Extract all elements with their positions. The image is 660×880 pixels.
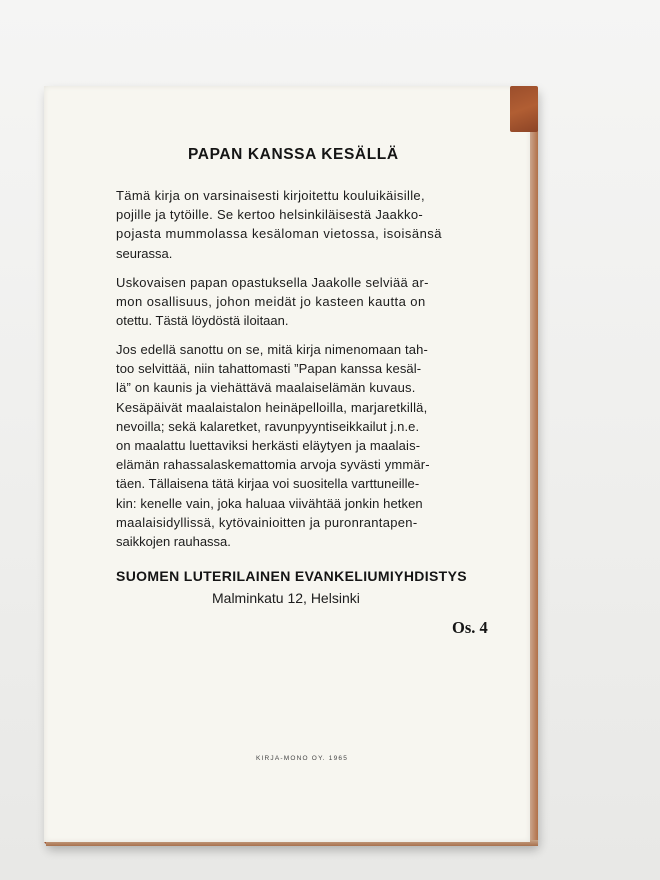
paragraph-line: Uskovaisen papan opastuksella Jaakolle selviää ar-	[116, 275, 429, 290]
paragraph-line: maalaisidyllissä, kytövainioitten ja puronrantapen-	[116, 514, 418, 530]
book-spine-edge	[530, 130, 538, 842]
paragraph-line: on maalattu luettaviksi herkästi eläytyen ja maalais-	[116, 438, 421, 454]
publisher-address: Malminkatu 12, Helsinki	[212, 590, 360, 606]
paragraph-2	[116, 273, 516, 331]
paragraph-line: pojasta mummolassa kesäloman vietossa, isoisänsä	[116, 226, 443, 242]
paragraph-line: Kesäpäivät maalaistalon heinäpelloilla, marjaretkillä,	[116, 399, 428, 415]
paragraph-1	[116, 186, 516, 263]
paragraph-line: Tämä kirja on varsinaisesti kirjoitettu kouluikäisille,	[116, 188, 425, 203]
paragraph-line: mon osallisuus, johon meidät jo kasteen kautta on	[116, 294, 426, 310]
paragraph-line: otettu. Tästä löydöstä iloitaan.	[116, 313, 289, 329]
paragraph-line: lä” on kaunis ja viehättävä maalaiselämän kuvaus.	[116, 380, 416, 396]
paragraph-line: täen. Tällaisena tätä kirjaa voi suositella varttuneille-	[116, 476, 420, 492]
paragraph-line: saikkojen rauhassa.	[116, 534, 231, 550]
paragraph-line: elämän rahassalaskemattomia arvoja syvästi ymmär-	[116, 457, 430, 473]
publisher-name: SUOMEN LUTERILAINEN EVANKELIUMIYHDISTYS	[116, 568, 467, 584]
paragraph-3	[116, 340, 516, 551]
printer-imprint: KIRJA-MONO OY. 1965	[256, 755, 349, 762]
paragraph-line: nevoilla; sekä kalaretket, ravunpyyntiseikkailut j.n.e.	[116, 418, 420, 434]
paragraph-line: kin: kenelle vain, joka haluaa viivähtää jonkin hetken	[116, 495, 423, 511]
paragraph-line: too selvittää, niin tahattomasti ”Papan kanssa kesäl-	[116, 361, 422, 377]
book-title: PAPAN KANSSA KESÄLLÄ	[188, 146, 399, 163]
paragraph-line: pojille ja tytöille. Se kertoo helsinkiläisestä Jaakko-	[116, 207, 423, 223]
series-number: Os. 4	[452, 618, 488, 637]
paragraph-line: seurassa.	[116, 245, 173, 261]
torn-corner	[510, 86, 538, 132]
paragraph-line: Jos edellä sanottu on se, mitä kirja nimenomaan tah-	[116, 342, 429, 357]
